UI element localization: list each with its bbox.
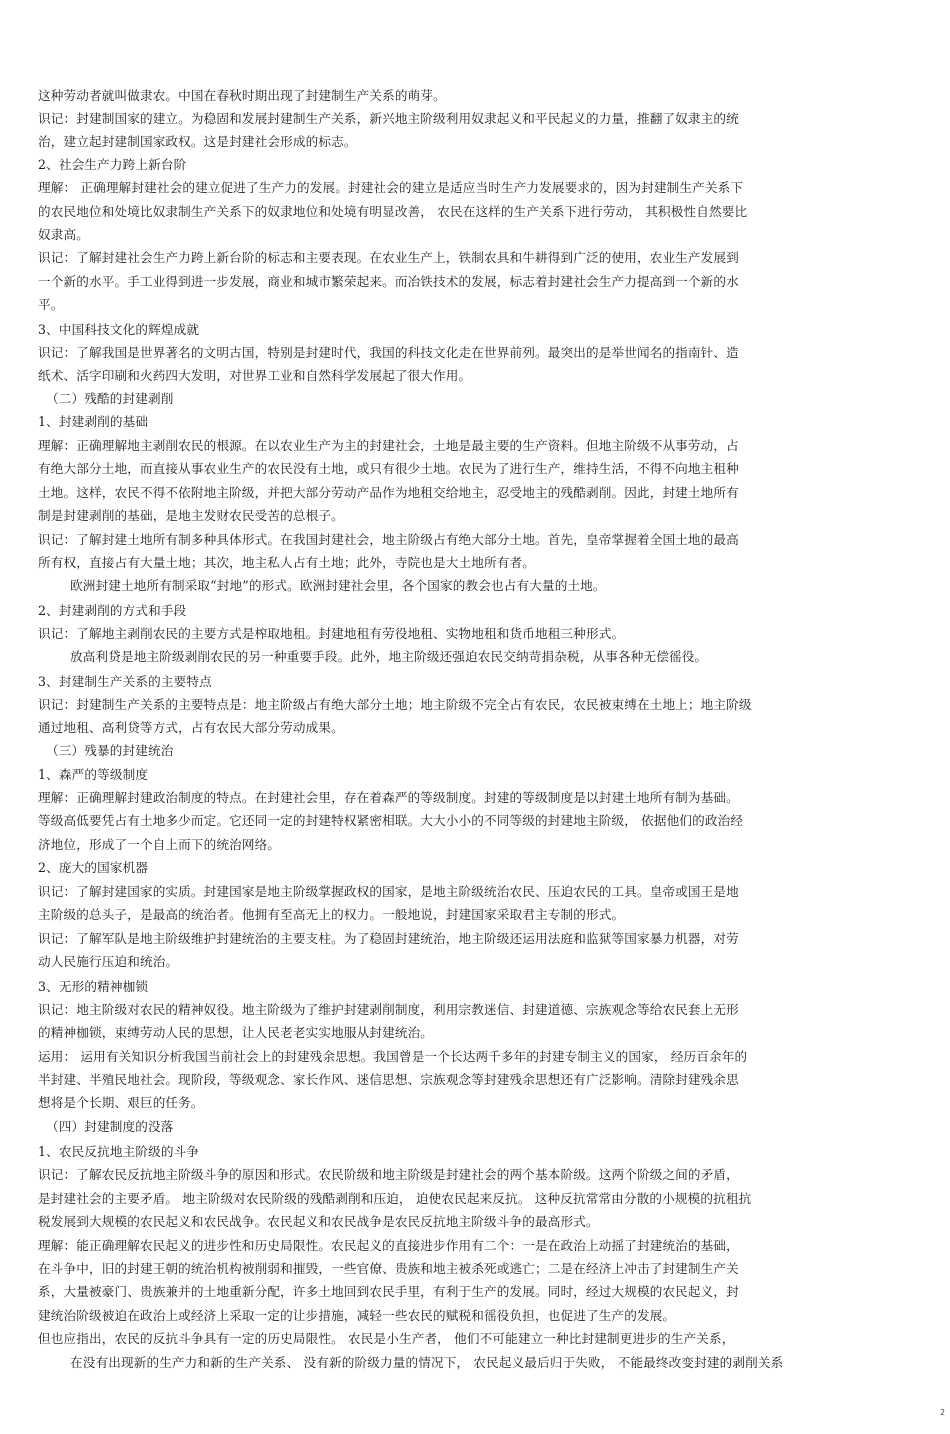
text-line: 动人民施行压迫和统治。 [38, 954, 179, 969]
text-line: 1、农民反抗地主阶级的斗争 [38, 1144, 200, 1159]
text-line: 在没有出现新的生产力和新的生产关系、 没有新的阶级力量的情况下， 农民起义最后归于失败， 不能最终改变封建的剥削关系 [70, 1355, 784, 1370]
text-line: 1、森严的等级制度 [38, 767, 149, 782]
text-line: 3、中国科技文化的辉煌成就 [38, 322, 200, 337]
text-line: 理解：正确理解封建政治制度的特点。在封建社会里，存在着森严的等级制度。封建的等级制度是以封建土地所有制为基础。 [38, 790, 739, 805]
text-line: 系，大量被豪门、贵族兼并的土地重新分配，许多土地回到农民手里，有利于生产的发展。同时，经过大规模的农民起义，封 [38, 1284, 739, 1299]
text-line: 的农民地位和处境比奴隶制生产关系下的奴隶地位和处境有明显改善， 农民在这样的生产关系下进行劳动， 其积极性自然要比 [38, 204, 748, 219]
page-number: 2 [940, 1408, 946, 1417]
text-line: 主阶级的总头子，是最高的统治者。他拥有至高无上的权力。一般地说，封建国家采取君主专制的形式。 [38, 907, 625, 922]
text-line: 土地。这样，农民不得不依附地主阶级，并把大部分劳动产品作为地租交给地主，忍受地主的残酷剥削。因此，封建土地所有 [38, 485, 739, 500]
text-line: 建统治阶级被迫在政治上或经济上采取一定的让步措施，减轻一些农民的赋税和徭役负担，也促进了生产的发展。 [38, 1308, 676, 1323]
text-line: 这种劳动者就叫做隶农。中国在春秋时期出现了封建制生产关系的萌芽。 [38, 88, 446, 103]
text-line: 治，建立起封建制国家政权。这是封建社会形成的标志。 [38, 134, 357, 149]
text-line: 但也应指出，农民的反抗斗争具有一定的历史局限性。 农民是小生产者， 他们不可能建立一种比封建制更进步的生产关系， [38, 1331, 735, 1346]
text-line: 2、庞大的国家机器 [38, 860, 149, 875]
text-line: 平。 [38, 297, 64, 312]
text-line: 制是封建剥削的基础，是地主发财农民受苦的总根子。 [38, 508, 344, 523]
text-line: 理解：能正确理解农民起义的进步性和历史局限性。农民起义的直接进步作用有二个：一是在政治上动摇了封建统治的基础， [38, 1238, 739, 1253]
text-line: 识记：封建制生产关系的主要特点是：地主阶级占有绝大部分土地；地主阶级不完全占有农民，农民被束缚在土地上；地主阶级 [38, 697, 752, 712]
text-line: 识记：封建制国家的建立。为稳固和发展封建制生产关系，新兴地主阶级利用奴隶起义和平民起义的力量，推翻了奴隶主的统 [38, 111, 739, 126]
text-line: 识记：了解封建社会生产力跨上新台阶的标志和主要表现。在农业生产上，铁制农具和牛耕得到广泛的使用，农业生产发展到 [38, 250, 739, 265]
text-line: 在斗争中，旧的封建王朝的统治机构被削弱和摧毁，一些官僚、贵族和地主被杀死或逃亡；二是在经济上冲击了封建制生产关 [38, 1261, 739, 1276]
text-line: （四）封建制度的没落 [46, 1119, 174, 1134]
text-line: 理解：正确理解地主剥削农民的根源。在以农业生产为主的封建社会，土地是最主要的生产资料。但地主阶级不从事劳动，占 [38, 438, 739, 453]
text-line: 税发展到大规模的农民起义和农民战争。农民起义和农民战争是农民反抗地主阶级斗争的最高形式。 [38, 1214, 599, 1229]
text-line: 识记：了解农民反抗地主阶级斗争的原因和形式。农民阶级和地主阶级是封建社会的两个基本阶级。这两个阶级之间的矛盾， [38, 1167, 739, 1182]
text-line: 的精神枷锁，束缚劳动人民的思想，让人民老老实实地服从封建统治。 [38, 1025, 434, 1040]
text-line: 奴隶高。 [38, 227, 89, 242]
text-line: 一个新的水平。手工业得到进一步发展，商业和城市繁荣起来。而冶铁技术的发展，标志着封建社会生产力提高到一个新的水 [38, 274, 739, 289]
text-line: 放高利贷是地主阶级剥削农民的另一种重要手段。此外，地主阶级还强迫农民交纳苛捐杂税，从事各种无偿徭役。 [70, 649, 708, 664]
text-line: 3、封建制生产关系的主要特点 [38, 674, 212, 689]
text-line: 济地位，形成了一个自上而下的统治网络。 [38, 837, 281, 852]
text-line: （三）残暴的封建统治 [46, 743, 174, 758]
text-line: 所有权，直接占有大量土地；其次，地主私人占有土地；此外，寺院也是大土地所有者。 [38, 555, 536, 570]
text-line: 有绝大部分土地，而直接从事农业生产的农民没有土地，或只有很少土地。农民为了进行生产，维持生活，不得不向地主租种 [38, 461, 739, 476]
text-line: 2、封建剥削的方式和手段 [38, 603, 187, 618]
text-line: 1、封建剥削的基础 [38, 414, 149, 429]
text-line: 识记：了解地主剥削农民的主要方式是榨取地租。封建地租有劳役地租、实物地租和货币地租三种形式。 [38, 626, 625, 641]
text-line: 运用： 运用有关知识分析我国当前社会上的封建残余思想。我国曾是一个长达两千多年的封建专制主义的国家， 经历百余年的 [38, 1049, 748, 1064]
text-line: 是封建社会的主要矛盾。 地主阶级对农民阶级的残酷剥削和压迫， 迫使农民起来反抗。 这种反抗常常由分散的小规模的抗租抗 [38, 1191, 752, 1206]
text-line: 通过地租、高利贷等方式，占有农民大部分劳动成果。 [38, 720, 344, 735]
text-line: 识记：了解我国是世界著名的文明古国，特别是封建时代，我国的科技文化走在世界前列。最突出的是举世闻名的指南针、造 [38, 345, 739, 360]
text-line: 半封建、半殖民地社会。现阶段，等级观念、家长作风、迷信思想、宗族观念等封建残余思想还有广泛影响。清除封建残余思 [38, 1072, 739, 1087]
text-line: 识记：了解封建国家的实质。封建国家是地主阶级掌握政权的国家，是地主阶级统治农民、压迫农民的工具。皇帝或国王是地 [38, 884, 739, 899]
text-line: 想将是个长期、艰巨的任务。 [38, 1095, 204, 1110]
text-line: 识记：了解封建土地所有制多种具体形式。在我国封建社会，地主阶级占有绝大部分土地。首先，皇帝掌握着全国土地的最高 [38, 532, 739, 547]
text-line: 识记：了解军队是地主阶级维护封建统治的主要支柱。为了稳固封建统治，地主阶级还运用法庭和监狱等国家暴力机器，对劳 [38, 931, 739, 946]
text-line: 欧洲封建土地所有制采取“封地”的形式。欧洲封建社会里，各个国家的教会也占有大量的土地。 [70, 578, 606, 593]
text-line: 2、社会生产力跨上新台阶 [38, 157, 187, 172]
text-line: 理解： 正确理解封建社会的建立促进了生产力的发展。封建社会的建立是适应当时生产力发展要求的，因为封建制生产关系下 [38, 180, 744, 195]
text-line: （二）残酷的封建剥削 [46, 391, 174, 406]
text-line: 3、无形的精神枷锁 [38, 979, 149, 994]
text-line: 等级高低要凭占有土地多少而定。它还同一定的封建特权紧密相联。大大小小的不同等级的封建地主阶级， 依据他们的政治经 [38, 813, 744, 828]
text-line: 识记：地主阶级对农民的精神奴役。地主阶级为了维护封建剥削制度，利用宗教迷信、封建道德、宗族观念等给农民套上无形 [38, 1002, 739, 1017]
text-line: 纸术、活字印刷和火药四大发明，对世界工业和自然科学发展起了很大作用。 [38, 368, 472, 383]
